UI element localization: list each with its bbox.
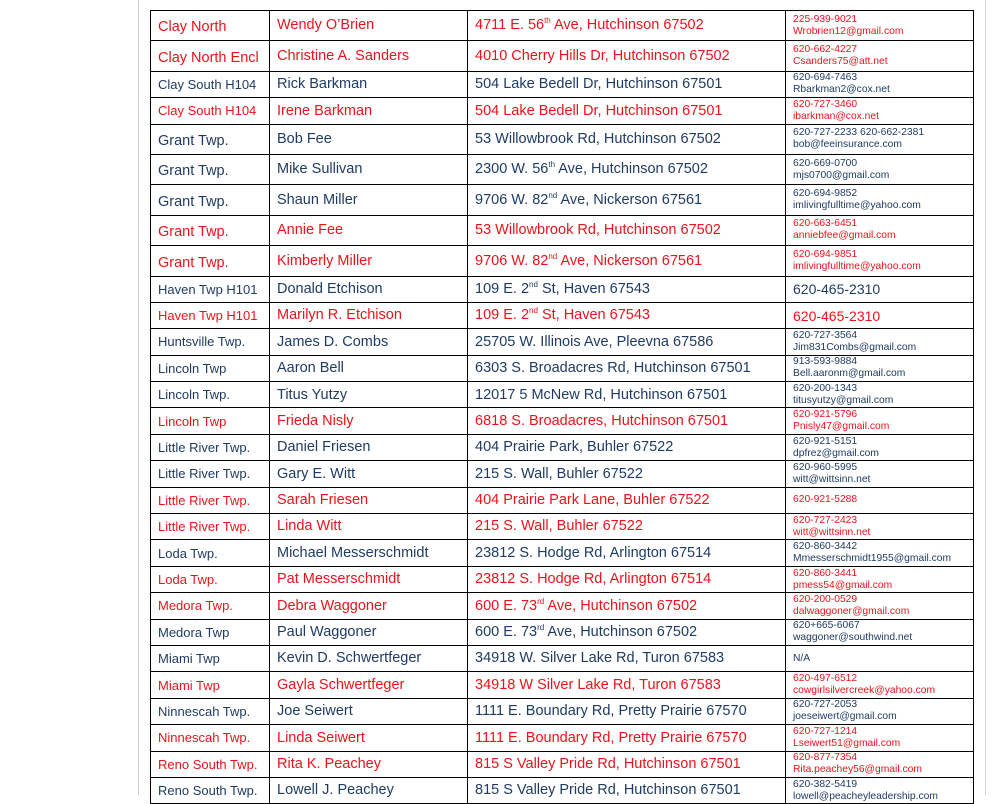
table-row bbox=[151, 11, 974, 41]
contact-cell bbox=[786, 185, 974, 215]
township-cell: Clay South H104 bbox=[151, 98, 270, 124]
email-text: mjs0700@gmail.com bbox=[793, 169, 890, 181]
name-cell: Michael Messerschmidt bbox=[270, 540, 468, 566]
address-cell: 600 E. 73rd Ave, Hutchinson 67502 bbox=[468, 593, 786, 619]
township-cell: Little River Twp. bbox=[151, 434, 270, 460]
phone-text: 620-694-9851 bbox=[793, 248, 858, 260]
township-cell: Clay North Encl bbox=[151, 41, 270, 71]
roster-body bbox=[151, 11, 974, 804]
table-row bbox=[151, 71, 974, 97]
email-text: Rbarkman2@cox.net bbox=[793, 84, 890, 96]
table-row bbox=[151, 619, 974, 645]
phone-text: 620-727-2233 620-662-2381 bbox=[793, 127, 925, 139]
township-cell: Loda Twp. bbox=[151, 566, 270, 592]
email-text: lowell@peacheyleadership.com bbox=[793, 790, 938, 802]
township-cell: Little River Twp. bbox=[151, 514, 270, 540]
contact-cell bbox=[786, 408, 974, 434]
address-cell: 504 Lake Bedell Dr, Hutchinson 67501 bbox=[468, 98, 786, 124]
township-cell: Grant Twp. bbox=[151, 124, 270, 154]
phone-text: 620-921-5151 bbox=[793, 435, 858, 447]
township-cell: Clay South H104 bbox=[151, 71, 270, 97]
contact-cell bbox=[786, 154, 974, 184]
name-cell: Paul Waggoner bbox=[270, 619, 468, 645]
address-cell: 6818 S. Broadacres, Hutchinson 67501 bbox=[468, 408, 786, 434]
name-cell: Bob Fee bbox=[270, 124, 468, 154]
address-cell: 109 E. 2nd St, Haven 67543 bbox=[468, 276, 786, 302]
name-cell: Kimberly Miller bbox=[270, 246, 468, 276]
address-cell: 215 S. Wall, Buhler 67522 bbox=[468, 514, 786, 540]
right-margin-rule bbox=[985, 0, 986, 795]
address-cell: 34918 W. Silver Lake Rd, Turon 67583 bbox=[468, 645, 786, 671]
township-cell: Miami Twp bbox=[151, 645, 270, 671]
table-row bbox=[151, 672, 974, 698]
email-text: bob@feeinsurance.com bbox=[793, 139, 902, 151]
name-cell: Sarah Friesen bbox=[270, 487, 468, 513]
name-cell: Joe Seiwert bbox=[270, 698, 468, 724]
contact-cell bbox=[786, 276, 974, 302]
township-cell: Miami Twp bbox=[151, 672, 270, 698]
name-cell: Wendy O’Brien bbox=[270, 11, 468, 41]
table-row bbox=[151, 725, 974, 751]
email-text: Csanders75@att.net bbox=[793, 56, 888, 68]
contact-cell bbox=[786, 246, 974, 276]
township-cell: Lincoln Twp. bbox=[151, 382, 270, 408]
email-text: Jim831Combs@gmail.com bbox=[793, 341, 917, 353]
contact-cell bbox=[786, 540, 974, 566]
township-cell: Grant Twp. bbox=[151, 246, 270, 276]
phone-text: 620+665-6067 bbox=[793, 620, 860, 632]
name-cell: Frieda Nisly bbox=[270, 408, 468, 434]
table-row bbox=[151, 98, 974, 124]
phone-text: 620-860-3442 bbox=[793, 541, 858, 553]
name-cell: Kevin D. Schwertfeger bbox=[270, 645, 468, 671]
contact-cell bbox=[786, 672, 974, 698]
name-cell: Donald Etchison bbox=[270, 276, 468, 302]
email-text: imlivingfulltime@yahoo.com bbox=[793, 200, 921, 212]
name-cell: Titus Yutzy bbox=[270, 382, 468, 408]
table-row bbox=[151, 645, 974, 671]
email-text: witt@wittsinn.net bbox=[793, 473, 871, 485]
email-text: Wrobrien12@gmail.com bbox=[793, 25, 904, 37]
phone-text: 620-877-7354 bbox=[793, 752, 858, 764]
address-cell: 4010 Cherry Hills Dr, Hutchinson 67502 bbox=[468, 41, 786, 71]
address-cell: 53 Willowbrook Rd, Hutchinson 67502 bbox=[468, 124, 786, 154]
email-text: Mmesserschmidt1955@gmail.com bbox=[793, 553, 952, 565]
table-row bbox=[151, 382, 974, 408]
address-cell: 2300 W. 56th Ave, Hutchinson 67502 bbox=[468, 154, 786, 184]
contact-cell bbox=[786, 355, 974, 381]
phone-text: 620-200-1343 bbox=[793, 382, 858, 394]
contact-cell bbox=[786, 71, 974, 97]
township-cell: Lincoln Twp bbox=[151, 355, 270, 381]
name-cell: Daniel Friesen bbox=[270, 434, 468, 460]
table-row bbox=[151, 487, 974, 513]
email-text: dalwaggoner@gmail.com bbox=[793, 605, 910, 617]
name-cell: Rita K. Peachey bbox=[270, 751, 468, 777]
contact-cell bbox=[786, 382, 974, 408]
name-cell: Pat Messerschmidt bbox=[270, 566, 468, 592]
table-row bbox=[151, 540, 974, 566]
township-cell: Clay North bbox=[151, 11, 270, 41]
table-row bbox=[151, 698, 974, 724]
contact-cell bbox=[786, 514, 974, 540]
email-text: joeseiwert@gmail.com bbox=[793, 711, 897, 723]
contact-cell bbox=[786, 566, 974, 592]
address-cell: 34918 W Silver Lake Rd, Turon 67583 bbox=[468, 672, 786, 698]
phone-text: 620-694-9852 bbox=[793, 188, 858, 200]
name-cell: Irene Barkman bbox=[270, 98, 468, 124]
table-row bbox=[151, 514, 974, 540]
table-row bbox=[151, 566, 974, 592]
address-cell: 404 Prairie Park Lane, Buhler 67522 bbox=[468, 487, 786, 513]
contact-cell bbox=[786, 98, 974, 124]
township-cell: Medora Twp bbox=[151, 619, 270, 645]
phone-text: 620-669-0700 bbox=[793, 157, 858, 169]
address-cell: 9706 W. 82nd Ave, Nickerson 67561 bbox=[468, 185, 786, 215]
address-cell: 9706 W. 82nd Ave, Nickerson 67561 bbox=[468, 246, 786, 276]
name-cell: Gayla Schwertfeger bbox=[270, 672, 468, 698]
phone-text: 620-497-6512 bbox=[793, 673, 858, 685]
phone-text: 620-727-3564 bbox=[793, 329, 858, 341]
township-cell: Loda Twp. bbox=[151, 540, 270, 566]
phone-text: 620-727-2423 bbox=[793, 514, 858, 526]
name-cell: Aaron Bell bbox=[270, 355, 468, 381]
email-text: Pnisly47@gmail.com bbox=[793, 421, 890, 433]
table-row bbox=[151, 777, 974, 803]
email-text: Rita.peachey56@gmail.com bbox=[793, 764, 922, 776]
name-cell: Debra Waggoner bbox=[270, 593, 468, 619]
name-cell: Mike Sullivan bbox=[270, 154, 468, 184]
address-cell: 815 S Valley Pride Rd, Hutchinson 67501 bbox=[468, 751, 786, 777]
contact-cell bbox=[786, 777, 974, 803]
phone-text: 620-662-4227 bbox=[793, 44, 858, 56]
phone-text: 620-727-2053 bbox=[793, 699, 858, 711]
table-row bbox=[151, 41, 974, 71]
address-cell: 404 Prairie Park, Buhler 67522 bbox=[468, 434, 786, 460]
name-cell: Rick Barkman bbox=[270, 71, 468, 97]
address-cell: 600 E. 73rd Ave, Hutchinson 67502 bbox=[468, 619, 786, 645]
phone-text: 620-921-5288 bbox=[793, 494, 858, 506]
table-row bbox=[151, 154, 974, 184]
phone-text: 620-465-2310 bbox=[793, 307, 881, 324]
township-cell: Little River Twp. bbox=[151, 461, 270, 487]
phone-text: 620-727-1214 bbox=[793, 725, 858, 737]
phone-text: N/A bbox=[793, 652, 811, 664]
contact-cell bbox=[786, 619, 974, 645]
table-row bbox=[151, 461, 974, 487]
email-text: anniebfee@gmail.com bbox=[793, 230, 896, 242]
township-cell: Haven Twp H101 bbox=[151, 276, 270, 302]
table-row bbox=[151, 408, 974, 434]
contact-cell bbox=[786, 11, 974, 41]
address-cell: 215 S. Wall, Buhler 67522 bbox=[468, 461, 786, 487]
contact-cell bbox=[786, 725, 974, 751]
address-cell: 504 Lake Bedell Dr, Hutchinson 67501 bbox=[468, 71, 786, 97]
name-cell: Annie Fee bbox=[270, 215, 468, 245]
township-cell: Medora Twp. bbox=[151, 593, 270, 619]
name-cell: James D. Combs bbox=[270, 329, 468, 355]
phone-text: 620-960-5995 bbox=[793, 461, 858, 473]
address-cell: 12017 5 McNew Rd, Hutchinson 67501 bbox=[468, 382, 786, 408]
phone-text: 620-465-2310 bbox=[793, 281, 881, 298]
table-row bbox=[151, 276, 974, 302]
contact-cell bbox=[786, 215, 974, 245]
phone-text: 620-200-0529 bbox=[793, 593, 858, 605]
contact-cell bbox=[786, 698, 974, 724]
township-cell: Huntsville Twp. bbox=[151, 329, 270, 355]
name-cell: Linda Witt bbox=[270, 514, 468, 540]
phone-text: 620-860-3441 bbox=[793, 567, 858, 579]
email-text: ibarkman@cox.net bbox=[793, 110, 880, 122]
table-row bbox=[151, 185, 974, 215]
address-cell: 23812 S. Hodge Rd, Arlington 67514 bbox=[468, 566, 786, 592]
contact-cell bbox=[786, 461, 974, 487]
township-cell: Ninnescah Twp. bbox=[151, 725, 270, 751]
contact-cell bbox=[786, 302, 974, 328]
email-text: witt@wittsinn.net bbox=[793, 526, 871, 538]
table-row bbox=[151, 434, 974, 460]
email-text: imlivingfulltime@yahoo.com bbox=[793, 260, 921, 272]
table-row bbox=[151, 593, 974, 619]
address-cell: 109 E. 2nd St, Haven 67543 bbox=[468, 302, 786, 328]
address-cell: 815 S Valley Pride Rd, Hutchinson 67501 bbox=[468, 777, 786, 803]
address-cell: 6303 S. Broadacres Rd, Hutchinson 67501 bbox=[468, 355, 786, 381]
township-cell: Reno South Twp. bbox=[151, 751, 270, 777]
email-text: waggoner@southwind.net bbox=[793, 632, 913, 644]
phone-text: 620-382-5419 bbox=[793, 778, 858, 790]
contact-cell bbox=[786, 124, 974, 154]
table-row bbox=[151, 124, 974, 154]
address-cell: 25705 W. Illinois Ave, Pleevna 67586 bbox=[468, 329, 786, 355]
township-cell: Grant Twp. bbox=[151, 185, 270, 215]
name-cell: Linda Seiwert bbox=[270, 725, 468, 751]
phone-text: 620-694-7463 bbox=[793, 72, 858, 84]
name-cell: Lowell J. Peachey bbox=[270, 777, 468, 803]
township-cell: Grant Twp. bbox=[151, 154, 270, 184]
table-row bbox=[151, 302, 974, 328]
address-cell: 4711 E. 56th Ave, Hutchinson 67502 bbox=[468, 11, 786, 41]
phone-text: 913-593-9884 bbox=[793, 356, 858, 368]
contact-cell bbox=[786, 593, 974, 619]
contact-cell bbox=[786, 41, 974, 71]
township-cell: Little River Twp. bbox=[151, 487, 270, 513]
name-cell: Marilyn R. Etchison bbox=[270, 302, 468, 328]
table-row bbox=[151, 751, 974, 777]
phone-text: 620-663-6451 bbox=[793, 218, 858, 230]
contact-cell bbox=[786, 487, 974, 513]
contact-cell bbox=[786, 434, 974, 460]
phone-text: 225-939-9021 bbox=[793, 13, 858, 25]
address-cell: 53 Willowbrook Rd, Hutchinson 67502 bbox=[468, 215, 786, 245]
township-cell: Haven Twp H101 bbox=[151, 302, 270, 328]
contact-cell bbox=[786, 329, 974, 355]
email-text: cowgirlsilvercreek@yahoo.com bbox=[793, 685, 936, 697]
email-text: dpfrez@gmail.com bbox=[793, 447, 879, 459]
township-cell: Reno South Twp. bbox=[151, 777, 270, 803]
email-text: pmess54@gmail.com bbox=[793, 579, 893, 591]
name-cell: Shaun Miller bbox=[270, 185, 468, 215]
contact-cell bbox=[786, 751, 974, 777]
phone-text: 620-921-5796 bbox=[793, 409, 858, 421]
township-cell: Grant Twp. bbox=[151, 215, 270, 245]
phone-text: 620-727-3460 bbox=[793, 98, 858, 110]
table-row bbox=[151, 246, 974, 276]
left-margin-rule bbox=[138, 0, 139, 795]
table-row bbox=[151, 355, 974, 381]
name-cell: Christine A. Sanders bbox=[270, 41, 468, 71]
email-text: Bell.aaronm@gmail.com bbox=[793, 368, 906, 380]
township-cell: Lincoln Twp bbox=[151, 408, 270, 434]
contact-cell bbox=[786, 645, 974, 671]
address-cell: 1111 E. Boundary Rd, Pretty Prairie 67570 bbox=[468, 698, 786, 724]
township-cell: Ninnescah Twp. bbox=[151, 698, 270, 724]
precinct-roster-table bbox=[150, 10, 974, 804]
table-row bbox=[151, 329, 974, 355]
email-text: titusyutzy@gmail.com bbox=[793, 394, 894, 406]
address-cell: 23812 S. Hodge Rd, Arlington 67514 bbox=[468, 540, 786, 566]
email-text: Lseiwert51@gmail.com bbox=[793, 737, 901, 749]
name-cell: Gary E. Witt bbox=[270, 461, 468, 487]
address-cell: 1111 E. Boundary Rd, Pretty Prairie 67570 bbox=[468, 725, 786, 751]
table-row bbox=[151, 215, 974, 245]
